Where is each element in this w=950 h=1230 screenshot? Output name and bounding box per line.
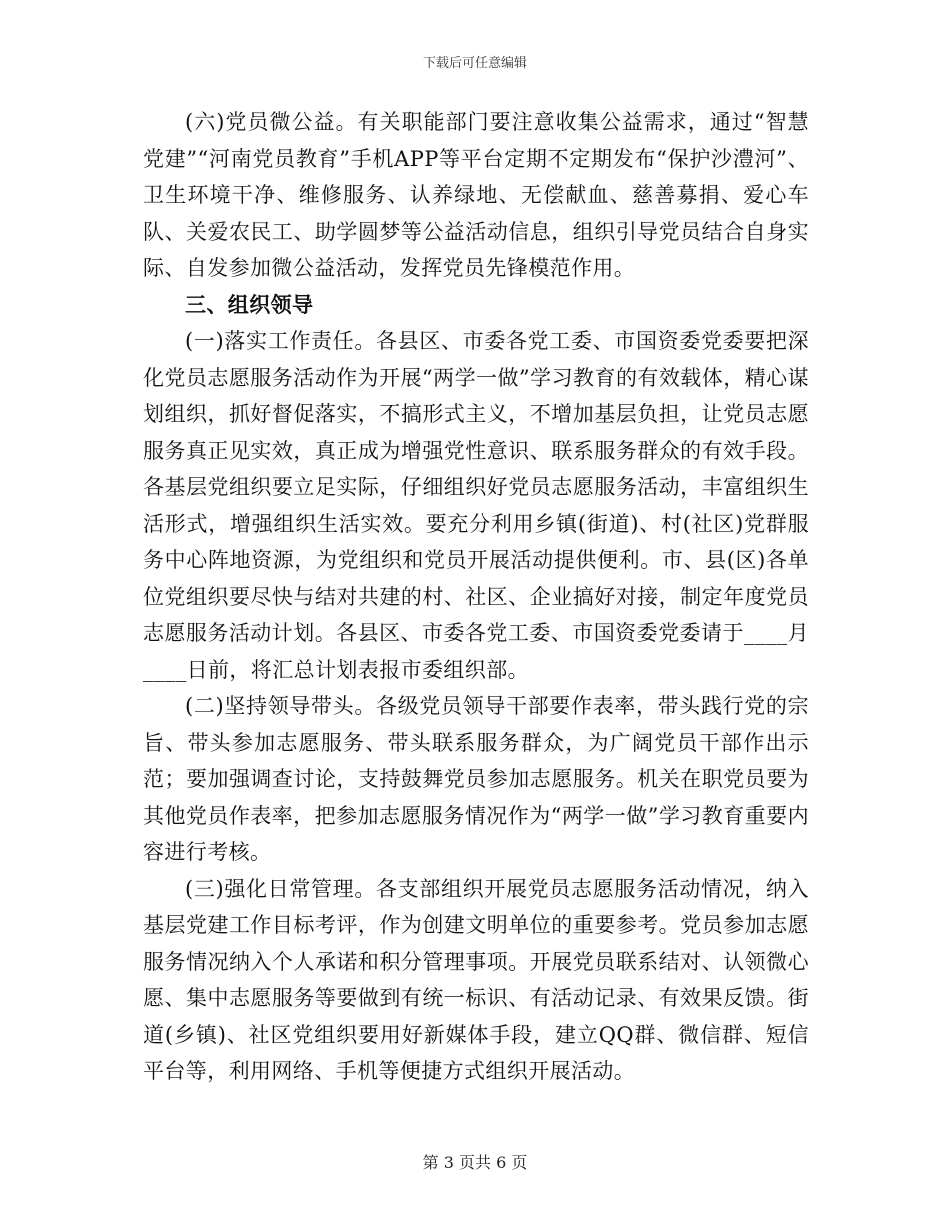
section-heading-organization-leadership: 三、组织领导 xyxy=(185,291,314,317)
paragraph-micro-charity: (六)党员微公益。有关职能部门要注意收集公益需求，通过“智慧党建”“河南党员教育”手机APP等平台定期不定期发布“保护沙澧河”、卫生环境干净、维修服务、认养绿地、无偿献血、慈善募捐、爱心车队、关爱农民工、助学圆梦等公益活动信息，组织引导党员结合自身实际、自发参加微公益活动，发挥党员先锋模范作用。 xyxy=(143,110,809,280)
paragraph-work-responsibility: (一)落实工作责任。各县区、市委各党工委、市国资委党委要把深化党员志愿服务活动作为开展“两学一做”学习教育的有效载体，精心谋划组织，抓好督促落实，不搞形式主义，不增加基层负担，让党员志愿服务真正见实效，真正成为增强党性意识、联系服务群众的有效手段。各基层党组织要立足实际，仔细组织好党员志愿服务活动，丰富组织生活形式，增强组织生活实效。要充分利用乡镇(街道)、村(社区)党群服务中心阵地资源，为党组织和党员开展活动提供便利。市、县(区)各单位党组织要尽快与结对共建的村、社区、企业搞好对接，制定年度党员志愿服务活动计划。各县区、市委各党工委、市国资委党委请于____月____日前，将汇总计划表报市委组织部。 xyxy=(143,329,809,682)
page-number-footer: 第 3 页共 6 页 xyxy=(422,1153,528,1172)
paragraph-leadership-example: (二)坚持领导带头。各级党员领导干部要作表率，带头践行党的宗旨、带头参加志愿服务、带头联系服务群众，为广阔党员干部作出示范；要加强调查讨论，支持鼓舞党员参加志愿服务。机关在职党员要为其他党员作表率，把参加志愿服务情况作为“两学一做”学习教育重要内容进行考核。 xyxy=(143,694,809,864)
page-header: 下载后可任意编辑 xyxy=(422,56,527,71)
document-body xyxy=(143,104,809,1090)
paragraph-daily-management: (三)强化日常管理。各支部组织开展党员志愿服务活动情况，纳入基层党建工作目标考评，作为创建文明单位的重要参考。党员参加志愿服务情况纳入个人承诺和积分管理事项。开展党员联系结对、认领微心愿、集中志愿服务等要做到有统一标识、有活动记录、有效果反馈。街道(乡镇)、社区党组织要用好新媒体手段，建立QQ群、微信群、短信平台等，利用网络、手机等便捷方式组织开展活动。 xyxy=(143,876,809,1083)
